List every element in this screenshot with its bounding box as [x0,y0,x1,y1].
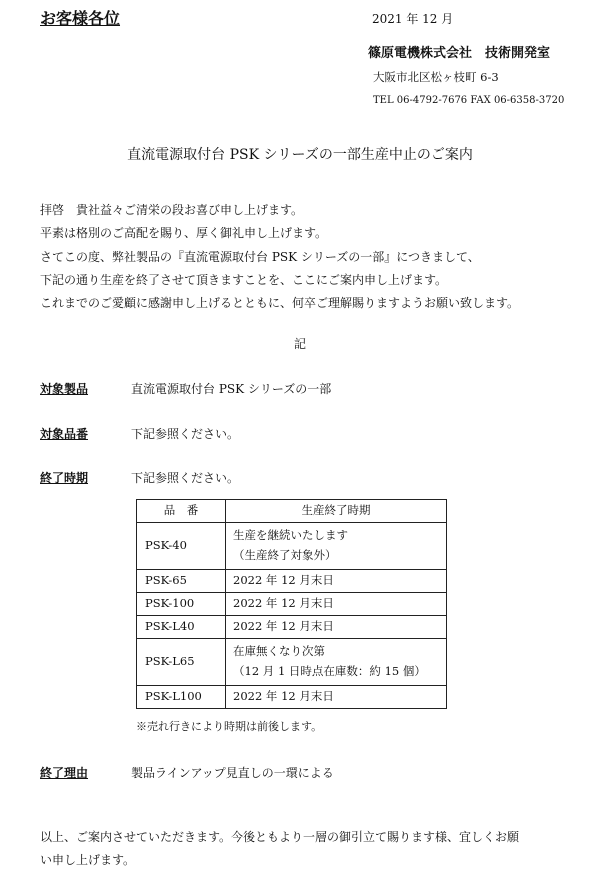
item-value-end-period: 下記参照ください。 [131,471,240,485]
body-line: さてこの度、弊社製品の『直流電源取付台 PSK シリーズの一部』につきまして、 [40,250,480,264]
item-value-target-part: 下記参照ください。 [131,427,240,441]
table-header-row [137,500,447,523]
closing-line: い申し上げます。 [40,853,136,867]
ki-heading: 記 [293,337,306,351]
item-value-end-reason: 製品ラインアップ見直しの一環による [131,766,334,780]
part-number-cell: PSK-L40 [137,616,226,639]
body-line: 下記の通り生産を終了させて頂きますことを、ここにご案内申し上げます。 [40,273,448,287]
table-row [137,639,447,686]
item-value-target-product: 直流電源取付台 PSK シリーズの一部 [131,382,332,396]
body-line: 拝啓 貴社益々ご清栄の段お喜び申し上げます。 [40,203,304,217]
header-end-date: 生産終了時期 [226,500,447,523]
table-row [137,523,447,570]
part-number-cell: PSK-L65 [137,639,226,686]
end-date-line: 在庫無くなり次第 [233,644,325,659]
end-date-cell: 2022 年 12 月末日 [226,570,447,593]
table-row [137,686,447,709]
document-title: 直流電源取付台 PSK シリーズの一部生産中止のご案内 [127,147,473,163]
issue-date: 2021 年 12 月 [372,12,454,26]
company-name: 篠原電機株式会社 技術開発室 [368,46,551,61]
end-date-cell: 2022 年 12 月末日 [226,593,447,616]
part-number-cell: PSK-40 [137,523,226,570]
end-date-cell: 2022 年 12 月末日 [226,686,447,709]
company-tel-fax: TEL 06-4792-7676 FAX 06-6358-3720 [373,95,565,106]
production-end-table [136,499,447,709]
body-line: 平素は格別のご高配を賜り、厚く御礼申し上げます。 [40,226,328,240]
addressee: お客様各位 [40,9,121,28]
company-address: 大阪市北区松ヶ枝町 6-3 [373,70,499,84]
part-number-cell: PSK-65 [137,570,226,593]
end-date-cell [226,639,447,686]
item-label-target-part: 対象品番 [40,427,89,441]
end-date-subline: （生産終了対象外） [233,548,337,562]
end-date-cell: 2022 年 12 月末日 [226,616,447,639]
header-part-number: 品 番 [137,500,226,523]
item-label-target-product: 対象製品 [40,382,89,396]
table-row [137,570,447,593]
table-note: ※売れ行きにより時期は前後します。 [136,720,323,733]
part-number-cell: PSK-L100 [137,686,226,709]
closing-line: 以上、ご案内させていただきます。今後ともより一層の御引立て賜ります様、宜しくお願 [40,830,520,844]
end-date-line: 生産を継続いたします [233,528,348,543]
end-date-cell [226,523,447,570]
end-date-subline: （12 月 1 日時点在庫数：約 15 個） [233,664,426,678]
item-label-end-reason: 終了理由 [40,766,89,780]
table-row [137,616,447,639]
body-line: これまでのご愛顧に感謝申し上げるとともに、何卒ご理解賜りますようお願い致します。 [40,296,520,310]
item-label-end-period: 終了時期 [40,471,89,485]
part-number-cell: PSK-100 [137,593,226,616]
table-row [137,593,447,616]
